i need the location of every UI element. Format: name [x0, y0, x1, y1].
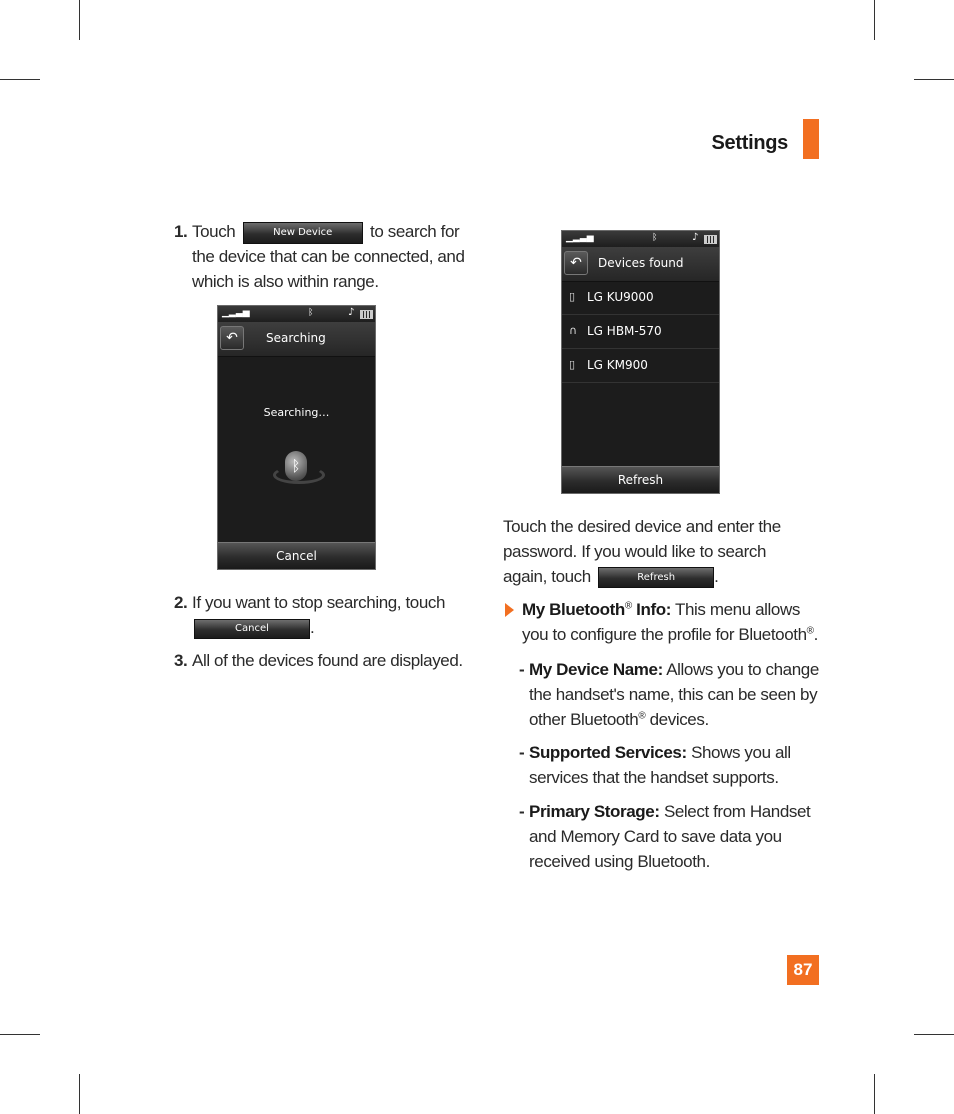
step-3 — [174, 648, 477, 673]
status-bar — [562, 231, 719, 247]
sub-item-device-name — [519, 657, 829, 732]
phone-screen-devices-found — [561, 230, 720, 494]
page-number: 87 — [787, 955, 819, 985]
crop-mark — [874, 1074, 875, 1114]
item-title: My Bluetooth — [522, 600, 625, 619]
touch-desired-paragraph — [503, 514, 813, 589]
phone-screen-searching — [217, 305, 376, 570]
sub-item-label: Supported Services: — [529, 743, 687, 762]
bluetooth-status-icon: ᛒ — [652, 233, 658, 243]
sub-item-text: Shows you all services that the handset supports. — [529, 743, 791, 787]
device-list — [562, 281, 719, 383]
status-bar — [218, 306, 375, 322]
phone-icon: ▯ — [569, 290, 576, 303]
sub-item-text: devices. — [645, 710, 709, 729]
my-bluetooth-info — [522, 597, 822, 647]
item-title: Info: — [631, 600, 671, 619]
crop-mark — [874, 0, 875, 40]
cancel-inline-button[interactable]: Cancel — [194, 619, 310, 639]
crop-mark — [0, 79, 40, 80]
back-icon[interactable]: ↶ — [564, 251, 588, 275]
crop-mark — [0, 1034, 40, 1035]
registered-mark: ® — [638, 710, 646, 722]
device-name: LG KU9000 — [587, 290, 654, 304]
music-icon: ♪ — [348, 307, 355, 318]
step-text: If you want to stop searching, touch — [192, 593, 446, 612]
step-text: Touch — [192, 222, 236, 241]
new-device-button[interactable]: New Device — [243, 222, 363, 244]
screen-title: Searching — [266, 331, 326, 345]
list-item[interactable] — [562, 349, 719, 383]
crop-mark — [79, 1074, 80, 1114]
signal-icon: ▁▂▃▅ — [566, 233, 594, 243]
music-icon: ♪ — [692, 232, 699, 243]
signal-icon: ▁▂▃▅ — [222, 308, 250, 318]
orange-bullet-icon — [505, 603, 514, 617]
title-bar — [562, 247, 719, 282]
screen-title: Devices found — [598, 256, 684, 270]
refresh-button[interactable]: Refresh — [562, 466, 719, 493]
step-text: All of the devices found are displayed. — [192, 651, 463, 670]
registered-mark: ® — [806, 625, 814, 637]
device-name: LG KM900 — [587, 358, 648, 372]
device-name: LG HBM-570 — [587, 324, 662, 338]
sub-item-label: My Device Name: — [529, 660, 663, 679]
sub-item-supported-services — [519, 740, 829, 790]
crop-mark — [79, 0, 80, 40]
dash: - — [519, 802, 525, 821]
bluetooth-icon: ᛒ — [285, 451, 307, 481]
headset-icon: ∩ — [569, 324, 578, 337]
period: . — [714, 567, 719, 586]
section-tab-marker — [803, 119, 819, 159]
crop-mark — [914, 79, 954, 80]
searching-message: Searching… — [263, 406, 330, 419]
refresh-inline-button[interactable]: Refresh — [598, 567, 714, 588]
dash: - — [519, 743, 525, 762]
step-2 — [174, 590, 477, 640]
section-title: Settings — [711, 132, 788, 154]
dash: - — [519, 660, 525, 679]
registered-mark: ® — [624, 600, 632, 612]
battery-icon — [704, 235, 717, 244]
paragraph-text: Touch the desired device and enter the password. If you would like to search again, touch — [503, 517, 781, 586]
title-bar — [218, 322, 375, 357]
list-item[interactable] — [562, 281, 719, 315]
cancel-button[interactable]: Cancel — [218, 542, 375, 569]
battery-icon — [360, 310, 373, 319]
sub-item-text: Select from Handset and Memory Card to save data you received using Bluetooth. — [529, 802, 811, 871]
step-1 — [174, 219, 477, 294]
back-icon[interactable]: ↶ — [220, 326, 244, 350]
crop-mark — [914, 1034, 954, 1035]
list-item[interactable] — [562, 315, 719, 349]
step-text: . — [310, 618, 315, 637]
item-text: . — [813, 625, 818, 644]
step-number: 2. — [174, 593, 188, 612]
sub-item-primary-storage — [519, 799, 829, 874]
phone-icon: ▯ — [569, 358, 576, 371]
sub-item-text: Allows you to change the handset's name, this can be seen by other Bluetooth — [529, 660, 819, 729]
bluetooth-status-icon: ᛒ — [308, 308, 314, 318]
step-number: 1. — [174, 222, 188, 241]
step-text: to search for the device that can be connected, and which is also within range. — [192, 222, 465, 291]
item-text: This menu allows you to configure the profile for Bluetooth — [522, 600, 807, 644]
sub-item-label: Primary Storage: — [529, 802, 660, 821]
step-number: 3. — [174, 651, 188, 670]
